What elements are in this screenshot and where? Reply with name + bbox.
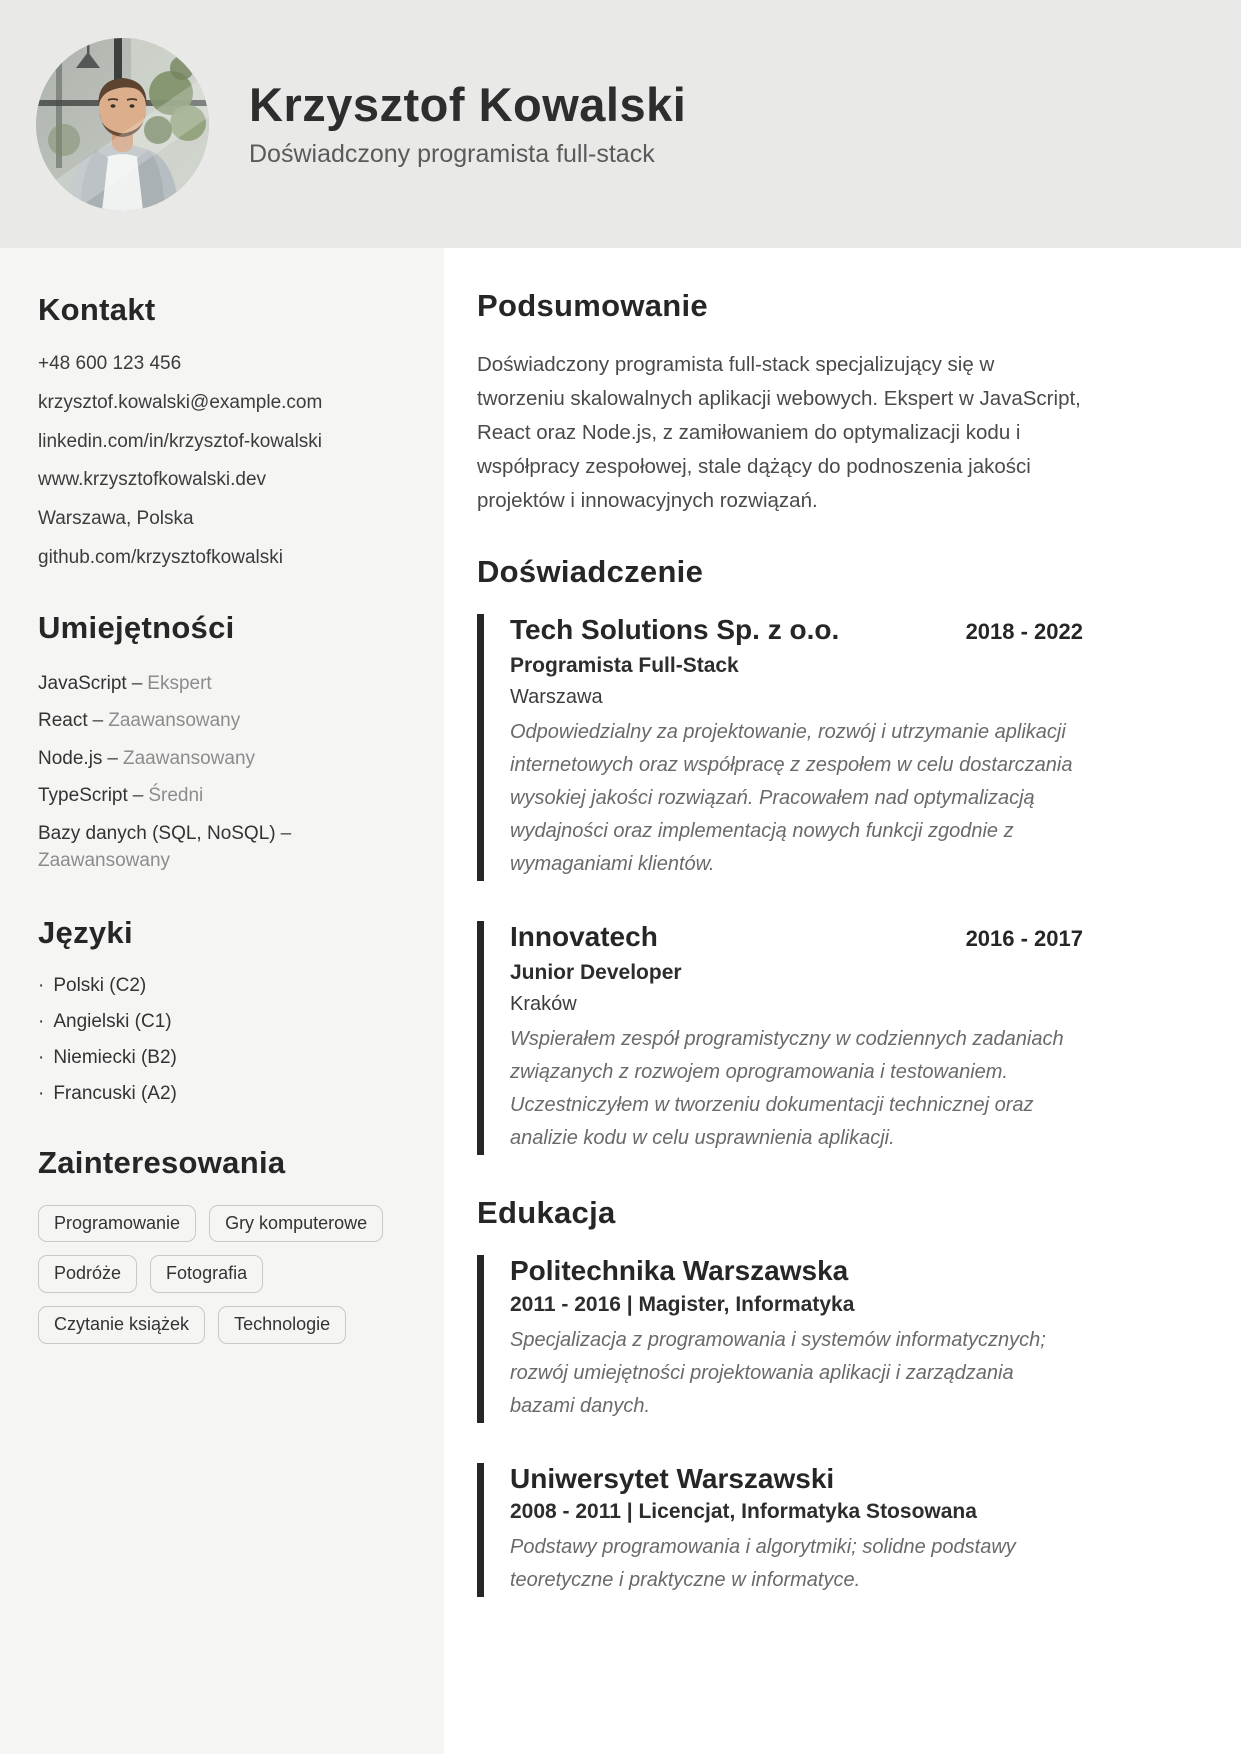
school-name: Uniwersytet Warszawski (510, 1462, 835, 1494)
bullet-icon: · (38, 1082, 45, 1104)
skill-item (38, 782, 414, 810)
skill-name: TypeScript (38, 785, 128, 807)
bullet-icon: · (38, 974, 45, 996)
skill-level: Zaawansowany (38, 850, 171, 872)
skill-separator: – (280, 822, 292, 844)
contact-github: github.com/krzysztofkowalski (38, 546, 283, 568)
education-item (477, 1255, 1083, 1422)
education-meta: 2011 - 2016 | Magister, Informatyka (510, 1292, 855, 1316)
job-description: Odpowiedzialny za projektowanie, rozwój i utrzymanie aplikacji internetowych oraz współpracę z zespołem w celu dostarczania wysokiej jakości rozwiązań. Pracowałem nad optymalizacją wydajności oraz implementacją nowych funkcji zgodnie z wymaganiami klientów. (510, 721, 1073, 876)
skill-name: JavaScript (38, 672, 127, 694)
interests-title: Zainteresowania (38, 1144, 286, 1180)
experience-item-header (510, 614, 1083, 646)
summary-section (477, 288, 1083, 518)
skill-separator: – (132, 785, 144, 807)
job-location: Kraków (510, 993, 577, 1016)
bullet-icon: · (38, 1010, 45, 1032)
contact-section (38, 292, 414, 570)
skill-name: Node.js (38, 747, 103, 769)
skill-name: React (38, 710, 88, 732)
skills-section (38, 610, 414, 875)
date-range: 2016 - 2017 (965, 926, 1083, 952)
interest-tag: Gry komputerowe (209, 1205, 383, 1243)
bullet-icon: · (38, 1046, 45, 1068)
languages-section (38, 915, 414, 1105)
language-item (38, 1011, 414, 1033)
date-range: 2018 - 2022 (965, 619, 1083, 644)
company-name: Tech Solutions Sp. z o.o. (510, 614, 840, 645)
job-subtitle: Doświadczony programista full-stack (249, 139, 655, 168)
job-location: Warszawa (510, 686, 603, 709)
page-title: Krzysztof Kowalski (249, 78, 687, 132)
interest-tags (38, 1205, 414, 1344)
skill-level: Ekspert (147, 672, 212, 694)
education-description: Specjalizacja z programowania i systemów informatycznych; rozwój umiejętności projektowania aplikacji i zarządzania bazami danych. (510, 1328, 1046, 1417)
language-label: Polski (C2) (53, 974, 147, 996)
skill-item (38, 745, 414, 773)
education-meta: 2008 - 2011 | Licencjat, Informatyka Stosowana (510, 1499, 977, 1523)
job-description: Wspierałem zespół programistyczny w codziennych zadaniach związanych z rozwojem oprogramowania i testowaniem. Uczestniczyłem w tworzeniu dokumentacji technicznej oraz analizie kodu w celu usprawnienia aplikacji. (510, 1028, 1064, 1150)
contact-linkedin: linkedin.com/in/krzysztof-kowalski (38, 430, 323, 452)
skill-level: Zaawansowany (123, 747, 256, 769)
interest-tag: Technologie (218, 1306, 346, 1344)
interest-tag: Podróże (38, 1255, 137, 1293)
language-item (38, 1047, 414, 1069)
contact-location: Warszawa, Polska (38, 508, 194, 529)
job-role: Junior Developer (510, 961, 682, 985)
language-label: Angielski (C1) (53, 1010, 172, 1032)
interest-tag: Programowanie (38, 1205, 196, 1243)
company-name: Innovatech (510, 921, 658, 953)
languages-title: Języki (38, 914, 133, 950)
interest-tag: Fotografia (150, 1255, 263, 1293)
skill-level: Średni (148, 785, 204, 807)
language-label: Francuski (A2) (53, 1082, 177, 1104)
experience-title: Doświadczenie (477, 554, 704, 589)
language-label: Niemiecki (B2) (53, 1046, 177, 1068)
skill-separator: – (92, 710, 104, 732)
summary-text: Doświadczony programista full-stack specjalizujący się w tworzeniu skalowalnych aplikacji webowych. Ekspert w JavaScript, React oraz Node.js, z zamiłowaniem do optymalizacji kodu i współpracy zespołowej, stale dążący do podnoszenia jakości projektów i innowacyjnych rozwiązań. (477, 353, 1081, 512)
skill-name: Bazy danych (SQL, NoSQL) (38, 822, 276, 844)
skill-separator: – (107, 747, 118, 769)
profile-photo (36, 38, 209, 211)
experience-section (477, 554, 1083, 1155)
skills-title: Umiejętności (38, 609, 235, 645)
education-title: Edukacja (477, 1195, 616, 1231)
body-columns (0, 248, 1241, 1754)
contact-phone: +48 600 123 456 (38, 353, 182, 374)
skill-item (38, 707, 414, 735)
contact-email: krzysztof.kowalski@example.com (38, 391, 323, 413)
school-name: Politechnika Warszawska (510, 1255, 849, 1287)
summary-title: Podsumowanie (477, 288, 708, 323)
skill-item (38, 820, 414, 875)
interest-tag: Czytanie książek (38, 1306, 205, 1344)
education-section (477, 1195, 1083, 1596)
header-text (249, 79, 686, 169)
main-content (444, 248, 1241, 1754)
job-role: Programista Full-Stack (510, 654, 739, 678)
header (0, 0, 1241, 248)
skill-separator: – (131, 672, 143, 694)
contact-title: Kontakt (38, 292, 156, 327)
skill-item (38, 670, 414, 698)
contact-website: www.krzysztofkowalski.dev (38, 469, 267, 491)
experience-item (477, 614, 1083, 881)
education-item (477, 1463, 1083, 1597)
interests-section (38, 1145, 414, 1344)
experience-item (477, 921, 1083, 1155)
language-item (38, 1083, 414, 1105)
experience-item-header (510, 921, 1083, 953)
sidebar (0, 248, 444, 1754)
language-item (38, 975, 414, 997)
profile-photo-illustration (36, 38, 209, 211)
skill-level: Zaawansowany (108, 710, 241, 732)
education-description: Podstawy programowania i algorytmiki; solidne podstawy teoretyczne i praktyczne w informatyce. (510, 1535, 1016, 1591)
